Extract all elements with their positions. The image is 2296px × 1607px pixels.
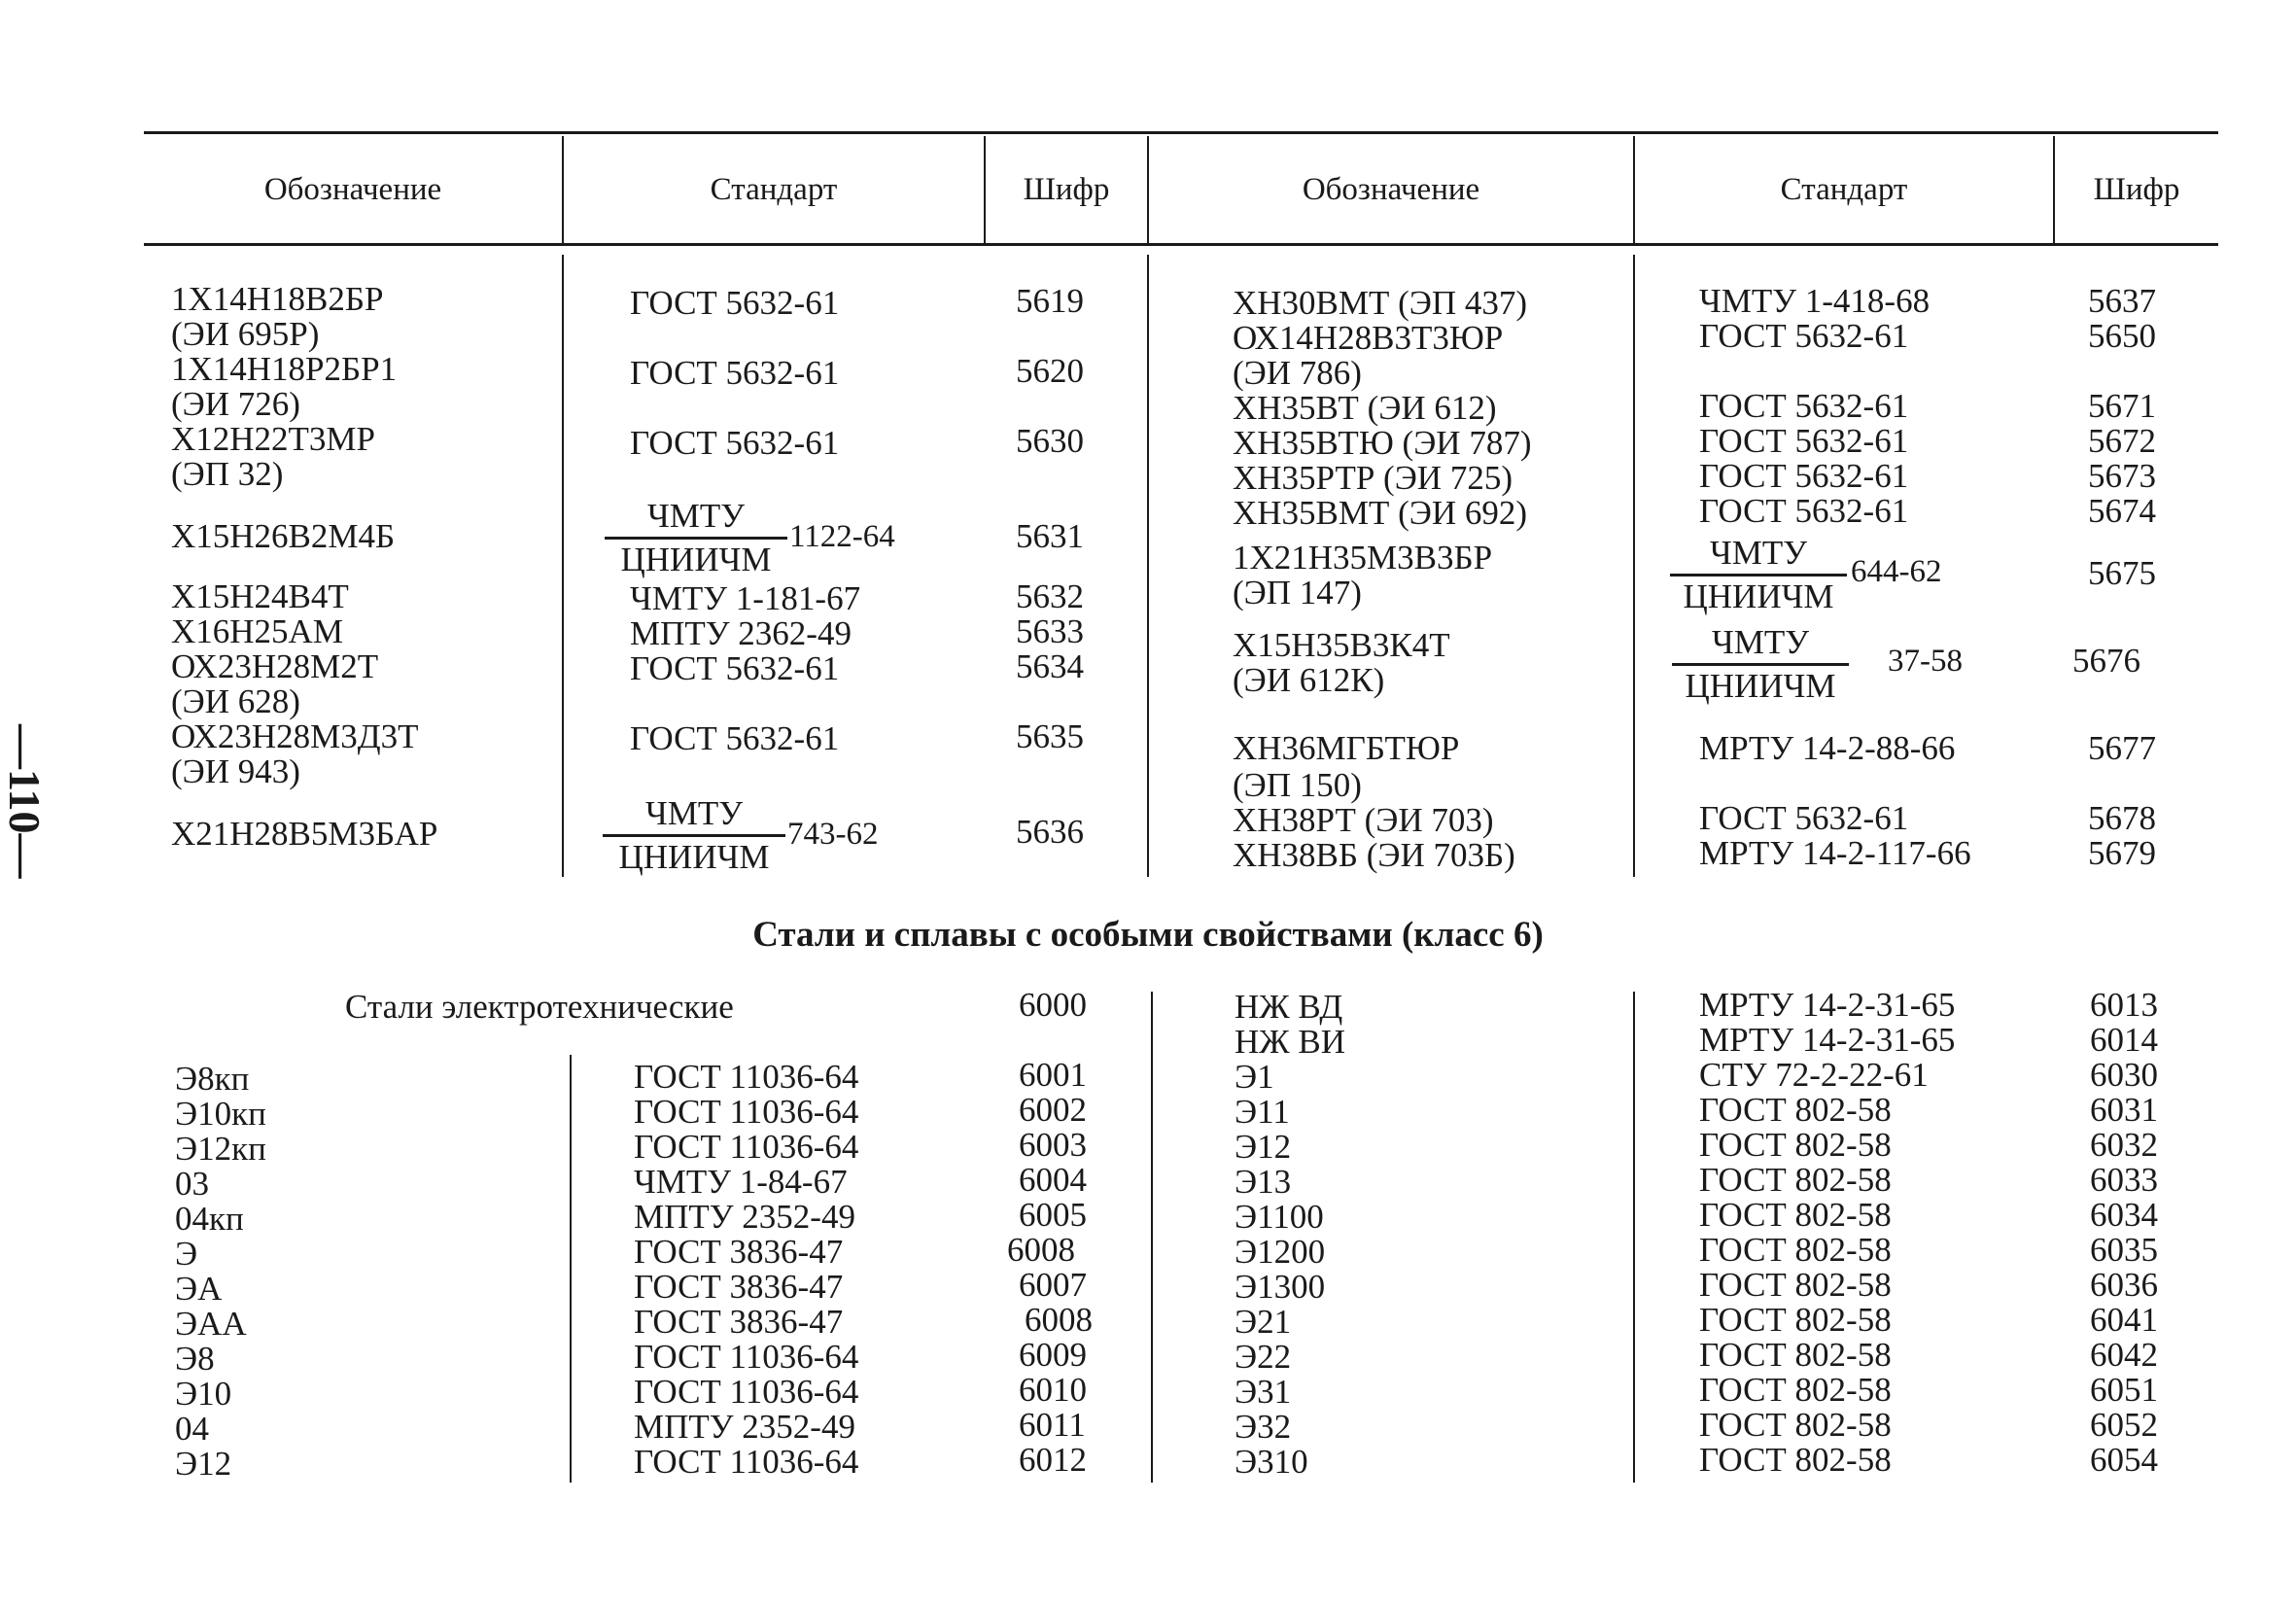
section-title: Стали и сплавы с особыми свойствами (класс 6)	[752, 915, 1544, 955]
column-divider	[562, 255, 564, 877]
designation: ОХ23Н28М3Д3Т	[171, 717, 419, 755]
standard: СТУ 72-2-22-61	[1699, 1056, 1929, 1094]
standard: ГОСТ 802-58	[1699, 1091, 1892, 1129]
subsection-code: 6000	[1019, 986, 1087, 1024]
code: 6033	[2090, 1161, 2158, 1199]
fraction-numerator: ЧМТУ	[1672, 624, 1849, 666]
standard: ГОСТ 802-58	[1699, 1406, 1892, 1444]
grade-name: Э12	[175, 1445, 232, 1483]
code: 6011	[1019, 1406, 1086, 1444]
grade-name: 04	[175, 1410, 209, 1448]
standard: ГОСТ 802-58	[1699, 1231, 1892, 1269]
code: 5672	[2088, 422, 2156, 460]
code: 6034	[2090, 1196, 2158, 1234]
standard: ГОСТ 11036-64	[634, 1093, 859, 1131]
code: 5636	[1016, 813, 1084, 851]
designation-alt: (ЭИ 695Р)	[171, 315, 320, 353]
designation: ХН30ВМТ (ЭП 437)	[1233, 284, 1528, 322]
header-standard-right: Стандарт	[1780, 171, 1908, 207]
designation: ХН35ВМТ (ЭИ 692)	[1233, 494, 1528, 532]
grade-name: 03	[175, 1165, 209, 1203]
standard: ГОСТ 11036-64	[634, 1373, 859, 1411]
code: 5619	[1016, 282, 1084, 320]
code: 6009	[1019, 1336, 1087, 1374]
code: 6030	[2090, 1056, 2158, 1094]
standard-number: 644-62	[1851, 554, 1942, 589]
standard: МРТУ 14-2-117-66	[1699, 834, 1971, 872]
standard: ГОСТ 11036-64	[634, 1058, 859, 1096]
grade-name: Э1300	[1235, 1268, 1326, 1306]
standard: ЧМТУ 1-84-67	[634, 1163, 848, 1201]
fraction-numerator: ЧМТУ	[603, 795, 785, 837]
standard: ГОСТ 3836-47	[634, 1233, 844, 1271]
code: 5678	[2088, 799, 2156, 837]
code: 6042	[2090, 1336, 2158, 1374]
standard: ГОСТ 802-58	[1699, 1161, 1892, 1199]
code: 5673	[2088, 457, 2156, 495]
standard-fraction	[1672, 624, 1849, 705]
header-designation-right: Обозначение	[1302, 171, 1480, 207]
designation: ОХ23Н28М2Т	[171, 647, 379, 685]
header-standard-left: Стандарт	[710, 171, 838, 207]
code: 6032	[2090, 1126, 2158, 1164]
standard: ГОСТ 5632-61	[630, 649, 840, 687]
designation: Х15Н24В4Т	[171, 577, 349, 615]
code: 5676	[2072, 642, 2140, 680]
standard: ЧМТУ 1-181-67	[630, 579, 861, 617]
standard: ГОСТ 5632-61	[1699, 457, 1909, 495]
code: 5677	[2088, 729, 2156, 767]
code: 6007	[1019, 1266, 1087, 1304]
header-code-left: Шифр	[1023, 171, 1110, 207]
designation: Х12Н22Т3МР	[171, 420, 376, 458]
page-number: —110—	[0, 724, 50, 879]
grade-name: Э31	[1235, 1373, 1292, 1411]
code: 6005	[1019, 1196, 1087, 1234]
standard-number: 743-62	[787, 817, 879, 852]
standard: МРТУ 14-2-88-66	[1699, 729, 1956, 767]
standard: ГОСТ 5632-61	[1699, 387, 1909, 425]
fraction-denominator: ЦНИИЧМ	[618, 838, 770, 876]
standard: МПТУ 2362-49	[630, 614, 852, 652]
designation-alt: (ЭИ 943)	[171, 752, 300, 790]
grade-name: ЭА	[175, 1270, 223, 1308]
grade-name: Э11	[1235, 1093, 1290, 1131]
code: 5679	[2088, 834, 2156, 872]
standard: ГОСТ 802-58	[1699, 1266, 1892, 1304]
designation: 1Х21Н35М3В3БР	[1233, 539, 1493, 576]
standard: ГОСТ 3836-47	[634, 1268, 844, 1306]
code: 6004	[1019, 1161, 1087, 1199]
code: 6041	[2090, 1301, 2158, 1339]
grade-name: Э1	[1235, 1058, 1274, 1096]
code: 5674	[2088, 492, 2156, 530]
designation: Х15Н26В2М4Б	[171, 517, 396, 555]
grade-name: 04кп	[175, 1200, 244, 1238]
standard: ГОСТ 802-58	[1699, 1371, 1892, 1409]
standard: ГОСТ 5632-61	[1699, 799, 1909, 837]
code: 6035	[2090, 1231, 2158, 1269]
code: 5637	[2088, 282, 2156, 320]
designation-alt: (ЭП 32)	[171, 455, 284, 493]
fraction-denominator: ЦНИИЧМ	[1685, 667, 1836, 705]
fraction-numerator: ЧМТУ	[1670, 535, 1847, 576]
code: 6052	[2090, 1406, 2158, 1444]
code: 6010	[1019, 1371, 1087, 1409]
standard-fraction	[605, 498, 787, 578]
standard: ЧМТУ 1-418-68	[1699, 282, 1931, 320]
standard: ГОСТ 802-58	[1699, 1336, 1892, 1374]
grade-name: Э32	[1235, 1408, 1292, 1446]
designation: ХН36МГБТЮР	[1233, 729, 1460, 767]
standard: ГОСТ 11036-64	[634, 1443, 859, 1481]
code: 5631	[1016, 517, 1084, 555]
designation: ХН38ВБ (ЭИ 703Б)	[1233, 836, 1515, 874]
grade-name: Э13	[1235, 1163, 1292, 1201]
grade-name: НЖ ВИ	[1235, 1023, 1346, 1061]
code: 6003	[1019, 1126, 1087, 1164]
standard: ГОСТ 5632-61	[630, 284, 840, 322]
standard: ГОСТ 802-58	[1699, 1301, 1892, 1339]
designation-alt: (ЭИ 726)	[171, 385, 300, 423]
standard-number: 37-58	[1888, 644, 1963, 679]
subsection-label: Стали электротехнические	[345, 988, 734, 1026]
designation: ХН38РТ (ЭИ 703)	[1233, 801, 1494, 839]
designation: ОХ14Н28В3Т3ЮР	[1233, 319, 1504, 357]
column-divider	[1147, 255, 1149, 877]
standard: ГОСТ 5632-61	[630, 719, 840, 757]
standard: ГОСТ 5632-61	[1699, 492, 1909, 530]
grade-name: Э22	[1235, 1338, 1292, 1376]
grade-name: Э	[175, 1235, 198, 1273]
column-divider	[570, 1055, 572, 1483]
designation: ХН35РТР (ЭИ 725)	[1233, 459, 1513, 497]
code: 5635	[1016, 717, 1084, 755]
grade-name: Э1100	[1235, 1198, 1324, 1236]
standard: ГОСТ 3836-47	[634, 1303, 844, 1341]
code: 6051	[2090, 1371, 2158, 1409]
code: 6002	[1019, 1091, 1087, 1129]
fraction-numerator: ЧМТУ	[605, 498, 787, 540]
column-divider	[1633, 992, 1635, 1483]
code: 5675	[2088, 554, 2156, 592]
fraction-denominator: ЦНИИЧМ	[1683, 577, 1834, 615]
standard: ГОСТ 11036-64	[634, 1338, 859, 1376]
designation-alt: (ЭИ 786)	[1233, 354, 1362, 392]
standard: ГОСТ 5632-61	[1699, 317, 1909, 355]
standard: ГОСТ 802-58	[1699, 1126, 1892, 1164]
header-designation-left: Обозначение	[263, 171, 442, 207]
standard: ГОСТ 11036-64	[634, 1128, 859, 1166]
code: 5633	[1016, 612, 1084, 650]
code: 6001	[1019, 1056, 1087, 1094]
standard: ГОСТ 802-58	[1699, 1441, 1892, 1479]
standard-number: 1122-64	[789, 519, 895, 554]
code: 6036	[2090, 1266, 2158, 1304]
grade-name: Э10кп	[175, 1095, 266, 1133]
grade-name: Э8кп	[175, 1060, 250, 1098]
grade-name: ЭАА	[175, 1305, 247, 1343]
header-bottom-rule	[144, 243, 2218, 246]
designation: Х16Н25АМ	[171, 612, 343, 650]
column-divider	[1151, 992, 1153, 1483]
grade-name: Э310	[1235, 1443, 1308, 1481]
code: 6008	[1025, 1301, 1093, 1339]
code: 5632	[1016, 577, 1084, 615]
code: 6013	[2090, 986, 2158, 1024]
code: 6054	[2090, 1441, 2158, 1479]
code: 6031	[2090, 1091, 2158, 1129]
designation: 1Х14Н18Р2БР1	[171, 350, 398, 388]
standard: ГОСТ 5632-61	[630, 354, 840, 392]
code: 5671	[2088, 387, 2156, 425]
header-code-right: Шифр	[2093, 171, 2180, 207]
designation: Х15Н35В3К4Т	[1233, 626, 1450, 664]
standard: МРТУ 14-2-31-65	[1699, 1021, 1956, 1059]
designation: 1X14H18B2БР	[171, 280, 384, 318]
grade-name: НЖ ВД	[1235, 988, 1343, 1026]
grade-name: Э1200	[1235, 1233, 1326, 1271]
grade-name: Э10	[175, 1375, 232, 1413]
code: 6008	[1007, 1231, 1075, 1269]
column-divider	[1633, 255, 1635, 877]
designation-alt: (ЭИ 612К)	[1233, 661, 1385, 699]
code: 5620	[1016, 352, 1084, 390]
designation-alt: (ЭИ 628)	[171, 682, 300, 720]
standard: МПТУ 2352-49	[634, 1198, 855, 1236]
code: 5630	[1016, 422, 1084, 460]
table-top-rule	[144, 131, 2218, 134]
designation-alt: (ЭП 147)	[1233, 574, 1362, 611]
standard: ГОСТ 5632-61	[1699, 422, 1909, 460]
standard: ГОСТ 802-58	[1699, 1196, 1892, 1234]
designation: ХН35ВТЮ (ЭИ 787)	[1233, 424, 1532, 462]
standard: МПТУ 2352-49	[634, 1408, 855, 1446]
designation: ХН35ВТ (ЭИ 612)	[1233, 389, 1497, 427]
grade-name: Э21	[1235, 1303, 1292, 1341]
code: 5650	[2088, 317, 2156, 355]
standard-fraction	[603, 795, 785, 876]
fraction-denominator: ЦНИИЧМ	[620, 541, 772, 578]
designation: Х21Н28В5М3БАР	[171, 815, 438, 853]
designation-alt: (ЭП 150)	[1233, 766, 1362, 804]
standard: МРТУ 14-2-31-65	[1699, 986, 1956, 1024]
grade-name: Э12	[1235, 1128, 1292, 1166]
standard: ГОСТ 5632-61	[630, 424, 840, 462]
grade-name: Э8	[175, 1340, 215, 1378]
grade-name: Э12кп	[175, 1130, 266, 1168]
standard-fraction	[1670, 535, 1847, 615]
code: 5634	[1016, 647, 1084, 685]
code: 6014	[2090, 1021, 2158, 1059]
code: 6012	[1019, 1441, 1087, 1479]
